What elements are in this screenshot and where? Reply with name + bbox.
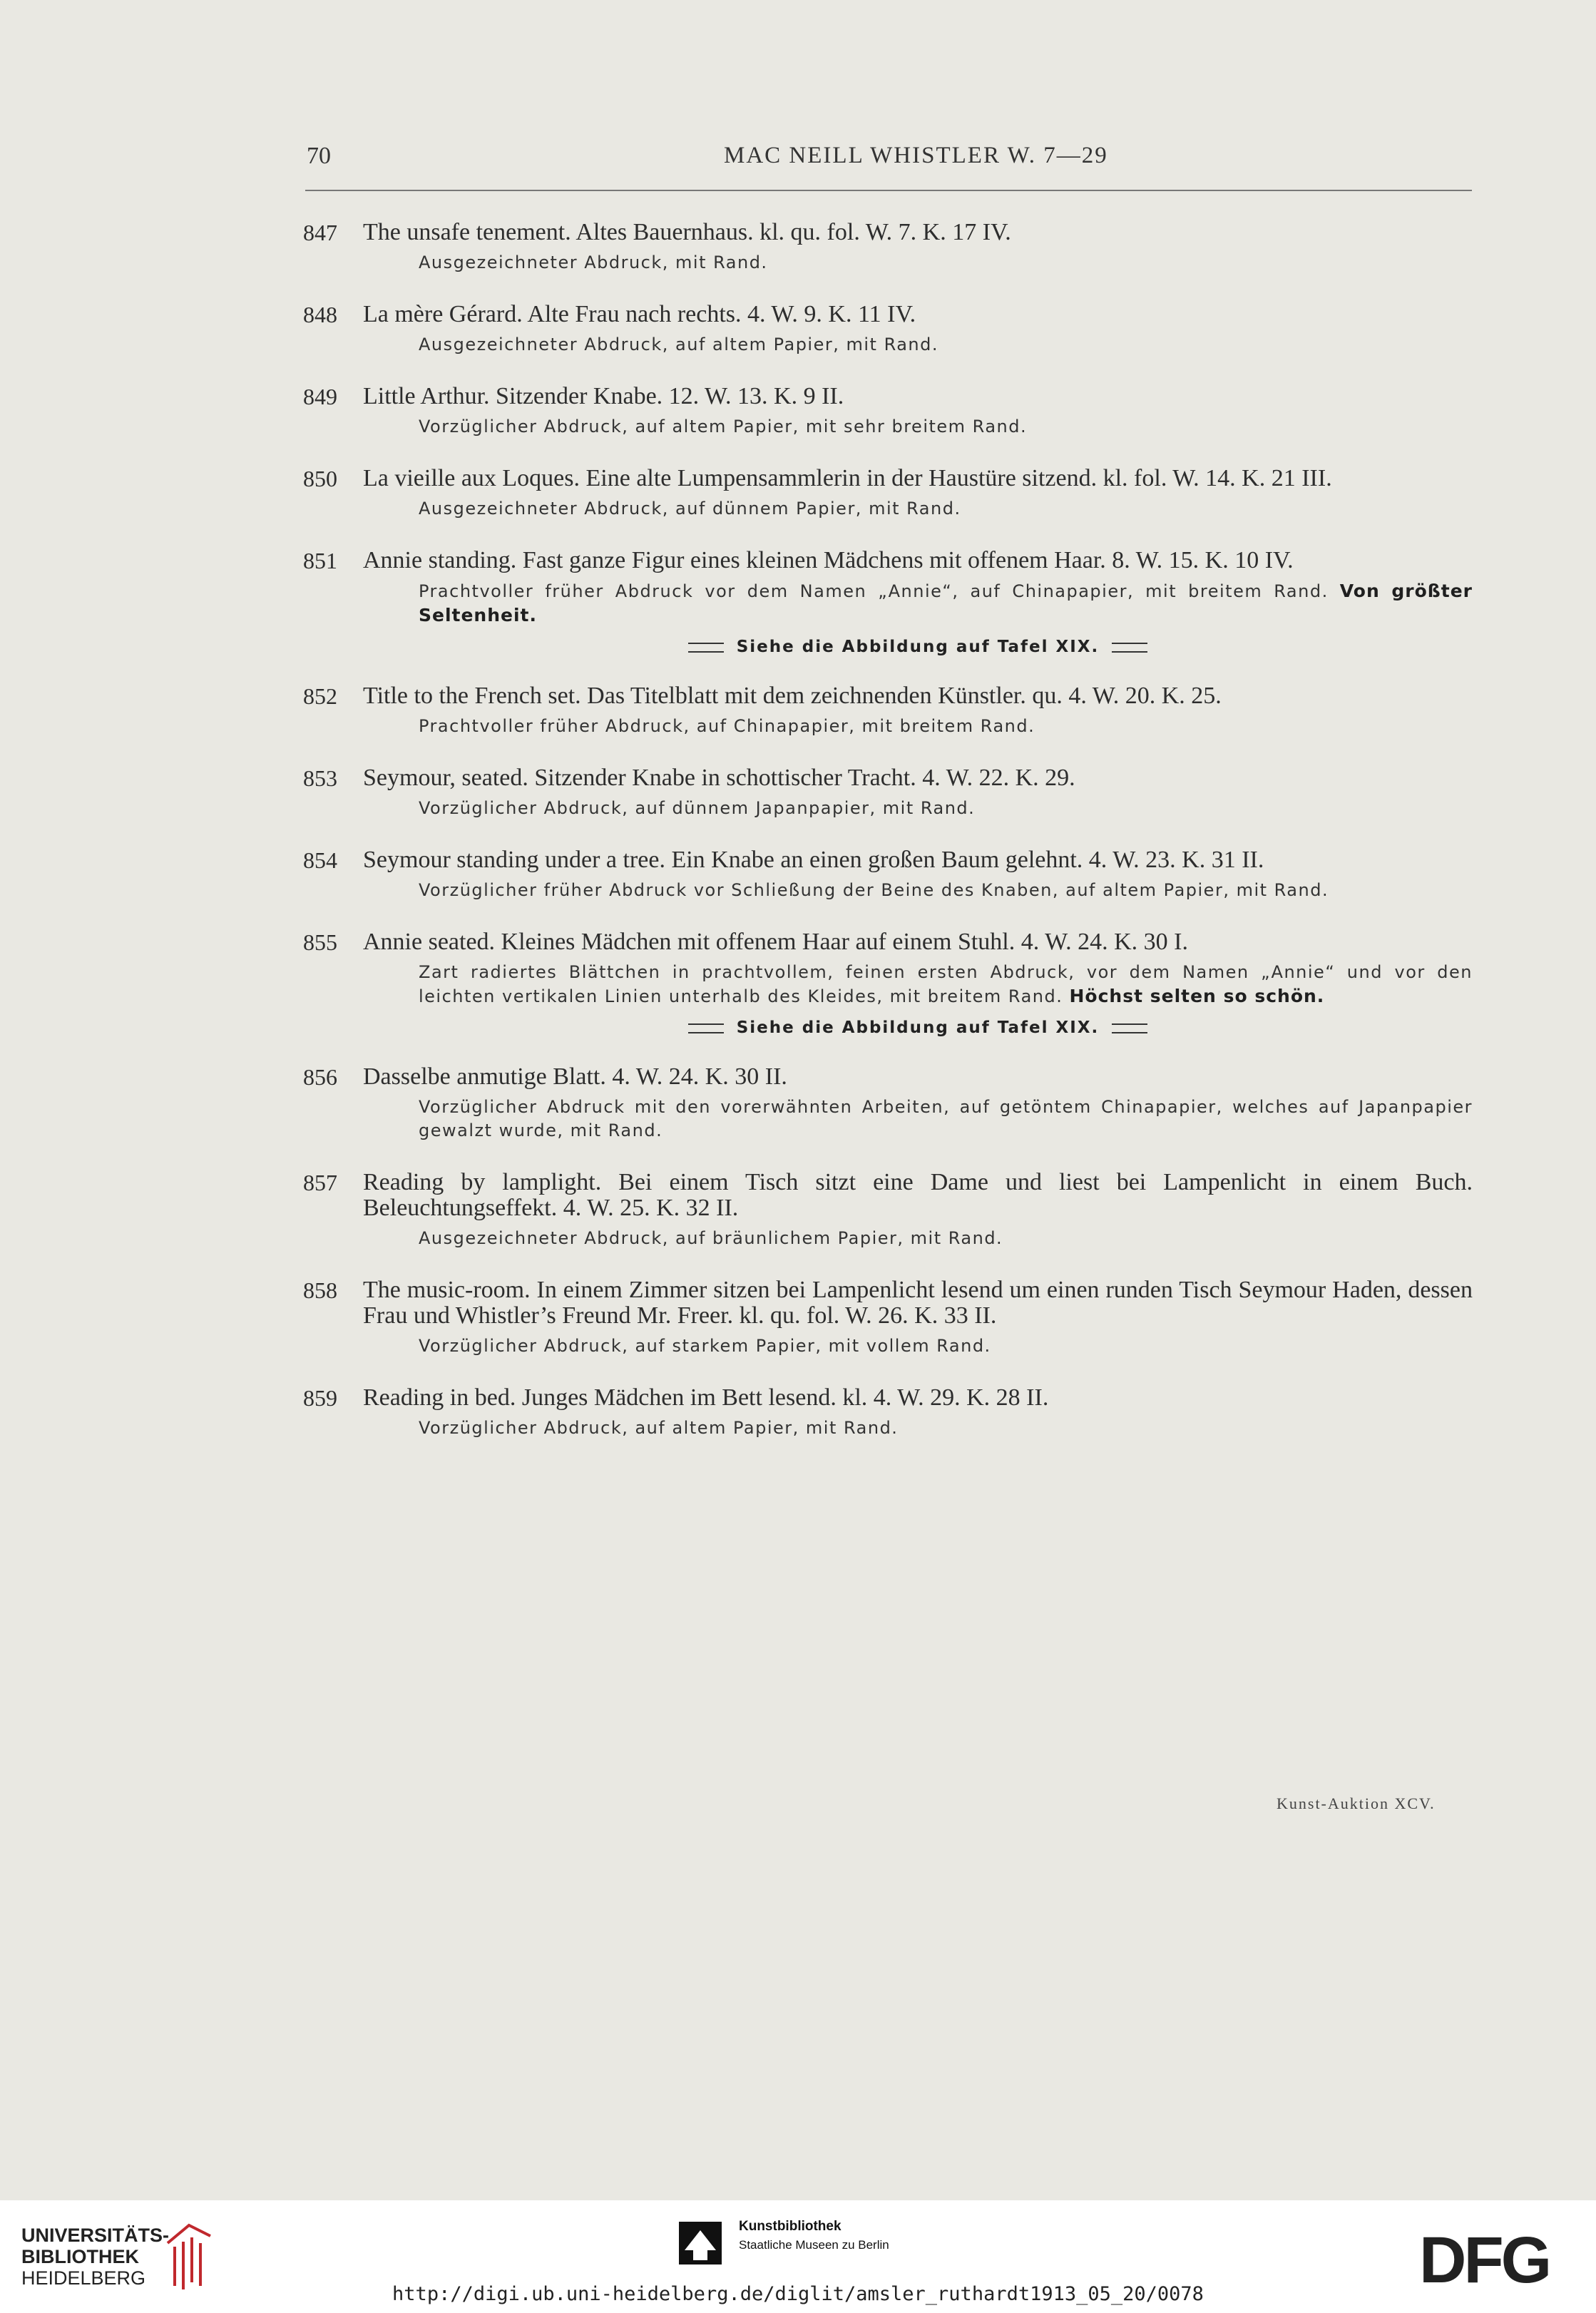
- kunstbibliothek-logo-icon[interactable]: [679, 2222, 722, 2265]
- ub-line-1: UNIVERSITÄTS-: [21, 2225, 170, 2246]
- catalog-entry: [303, 302, 1473, 357]
- lot-number: 857: [303, 1170, 337, 1195]
- entry-title-line: [303, 847, 1473, 873]
- entry-description: [303, 497, 1473, 521]
- entry-description-text: Vorzüglicher Abdruck, auf dünnem Japanpapier, mit Rand.: [419, 798, 976, 818]
- entry-title: Reading in bed. Junges Mädchen im Bett lesend. kl. 4. W. 29. K. 28 II.: [363, 1384, 1049, 1411]
- lot-number: 852: [303, 683, 337, 709]
- catalog-entry: [303, 1064, 1473, 1143]
- rarity-note: Höchst selten so schön.: [1069, 986, 1325, 1006]
- lot-number: 851: [303, 548, 337, 573]
- dfg-logo[interactable]: DFG: [1419, 2224, 1550, 2297]
- entry-description: [303, 1334, 1473, 1358]
- ub-line-2: BIBLIOTHEK: [21, 2246, 139, 2267]
- entry-title-line: [303, 683, 1473, 709]
- entry-description-text: Vorzüglicher Abdruck mit den vorerwähnten Arbeiten, auf getöntem Chinapapier, welches auf Japanpapier gewalzt wurde, mit Rand.: [419, 1097, 1473, 1140]
- entry-title-line: [303, 1064, 1473, 1090]
- entry-description: [303, 797, 1473, 820]
- plate-reference: [303, 638, 1473, 656]
- lot-number: 856: [303, 1064, 337, 1090]
- entry-description: [303, 415, 1473, 439]
- lot-number: 854: [303, 847, 337, 873]
- entry-title: The unsafe tenement. Altes Bauernhaus. kl. qu. fol. W. 7. K. 17 IV.: [363, 219, 1011, 245]
- entry-title-line: [303, 765, 1473, 791]
- catalog-entry: [303, 1170, 1473, 1250]
- entry-title: La vieille aux Loques. Eine alte Lumpensammlerin in der Haustüre sitzend. kl. fol. W. 14. K. 21 III.: [363, 465, 1332, 491]
- entry-description-text: Vorzüglicher Abdruck, auf starkem Papier, mit vollem Rand.: [419, 1336, 991, 1356]
- entry-title: Seymour, seated. Sitzender Knabe in schottischer Tracht. 4. W. 22. K. 29.: [363, 765, 1075, 791]
- ub-heidelberg-text: [21, 2225, 169, 2289]
- entry-title-line: [303, 1277, 1473, 1329]
- entry-title-line: [303, 384, 1473, 409]
- entry-description: [303, 251, 1473, 275]
- entry-description-text: Ausgezeichneter Abdruck, auf bräunlichem Papier, mit Rand.: [419, 1228, 1003, 1248]
- ub-line-3: HEIDELBERG: [21, 2267, 146, 2289]
- catalog-entry: [303, 466, 1473, 521]
- entry-description-text: Zart radiertes Blättchen in prachtvollem, feinen ersten Abdruck, vor dem Namen „Annie“ und vor den leichten vertikalen Linien unterhalb des Kleides, mit breitem Rand.: [419, 962, 1473, 1006]
- catalog-entry: [303, 847, 1473, 902]
- entry-title-line: [303, 929, 1473, 955]
- entry-description: [303, 1227, 1473, 1250]
- signature-footnote: Kunst-Auktion XCV.: [1277, 1794, 1436, 1812]
- plate-reference: [303, 1018, 1473, 1037]
- viewer-footer: [0, 2200, 1596, 2313]
- kb-line-1: Kunstbibliothek: [739, 2219, 842, 2234]
- entry-description: [303, 715, 1473, 738]
- catalog-entry: [303, 1277, 1473, 1358]
- kunstbibliothek-text: [739, 2217, 889, 2255]
- entry-title: La mère Gérard. Alte Frau nach rechts. 4. W. 9. K. 11 IV.: [363, 301, 916, 327]
- catalog-entry: [303, 1385, 1473, 1440]
- entry-description: [303, 1416, 1473, 1440]
- entry-description: [303, 579, 1473, 628]
- lot-number: 850: [303, 466, 337, 491]
- catalog-entry: [303, 683, 1473, 738]
- header-rule: [305, 190, 1472, 191]
- catalog-entry: [303, 548, 1473, 656]
- catalog-entry: [303, 929, 1473, 1037]
- entry-description: [303, 1096, 1473, 1143]
- lot-number: 848: [303, 302, 337, 327]
- plate-reference-text: Siehe die Abbildung auf Tafel XIX.: [736, 638, 1100, 656]
- ub-heidelberg-logo-icon[interactable]: [160, 2215, 218, 2293]
- lot-number: 855: [303, 929, 337, 955]
- page-header: [307, 143, 1470, 185]
- entry-description-text: Ausgezeichneter Abdruck, mit Rand.: [419, 252, 768, 272]
- entry-title-line: [303, 220, 1473, 245]
- entry-title: Reading by lamplight. Bei einem Tisch sitzt eine Dame und liest bei Lampenlicht in einem Buch. Beleuchtungseffekt. 4. W. 25. K. 32 II.: [363, 1169, 1473, 1221]
- entry-title-line: [303, 1170, 1473, 1221]
- entry-title: Annie seated. Kleines Mädchen mit offenem Haar auf einem Stuhl. 4. W. 24. K. 30 I.: [363, 929, 1188, 955]
- entry-title-line: [303, 466, 1473, 491]
- entry-description: [303, 333, 1473, 357]
- plate-bar-left: [688, 1023, 724, 1033]
- running-title: MAC NEILL WHISTLER W. 7—29: [724, 143, 1108, 168]
- entry-title: Annie standing. Fast ganze Figur eines kleinen Mädchens mit offenem Haar. 8. W. 15. K. 10 IV.: [363, 547, 1294, 573]
- page-number: 70: [307, 143, 331, 169]
- lot-number: 849: [303, 384, 337, 409]
- entry-description-text: Vorzüglicher früher Abdruck vor Schließung der Beine des Knaben, auf altem Papier, mit Rand.: [419, 880, 1329, 900]
- entry-description: [303, 879, 1473, 902]
- entry-description-text: Prachtvoller früher Abdruck, auf Chinapapier, mit breitem Rand.: [419, 716, 1035, 736]
- entry-description-text: Vorzüglicher Abdruck, auf altem Papier, mit Rand.: [419, 1418, 899, 1438]
- catalog-entry: [303, 765, 1473, 820]
- permalink-url[interactable]: http://digi.ub.uni-heidelberg.de/diglit/amsler_ruthardt1913_05_20/0078: [392, 2283, 1204, 2305]
- plate-bar-right: [1112, 1023, 1147, 1033]
- catalog-entries: [303, 220, 1473, 1467]
- plate-bar-left: [688, 643, 724, 653]
- kb-line-2: Staatliche Museen zu Berlin: [739, 2238, 889, 2252]
- lot-number: 858: [303, 1277, 337, 1303]
- lot-number: 859: [303, 1385, 337, 1411]
- lot-number: 847: [303, 220, 337, 245]
- entry-title: Title to the French set. Das Titelblatt mit dem zeichnenden Künstler. qu. 4. W. 20. K. 25.: [363, 683, 1222, 709]
- entry-title-line: [303, 1385, 1473, 1411]
- catalog-entry: [303, 384, 1473, 439]
- plate-reference-text: Siehe die Abbildung auf Tafel XIX.: [736, 1018, 1100, 1037]
- entry-title: The music-room. In einem Zimmer sitzen bei Lampenlicht lesend um einen runden Tisch Seymour Haden, dessen Frau und Whistler’s Freund Mr. Freer. kl. qu. fol. W. 26. K. 33 II.: [363, 1277, 1473, 1329]
- entry-description-text: Ausgezeichneter Abdruck, auf dünnem Papier, mit Rand.: [419, 499, 961, 519]
- entry-title-line: [303, 548, 1473, 573]
- lot-number: 853: [303, 765, 337, 791]
- entry-title: Seymour standing under a tree. Ein Knabe an einen großen Baum gelehnt. 4. W. 23. K. 31 II.: [363, 847, 1264, 873]
- entry-description-text: Ausgezeichneter Abdruck, auf altem Papier, mit Rand.: [419, 335, 938, 354]
- entry-title: Dasselbe anmutige Blatt. 4. W. 24. K. 30 II.: [363, 1063, 787, 1090]
- entry-description-text: Vorzüglicher Abdruck, auf altem Papier, mit sehr breitem Rand.: [419, 417, 1028, 436]
- entry-title-line: [303, 302, 1473, 327]
- entry-description-text: Prachtvoller früher Abdruck vor dem Namen „Annie“, auf Chinapapier, mit breitem Rand.: [419, 581, 1329, 601]
- rarity-note: Von größter Seltenheit.: [419, 581, 1473, 626]
- catalog-entry: [303, 220, 1473, 275]
- entry-title: Little Arthur. Sitzender Knabe. 12. W. 13. K. 9 II.: [363, 383, 844, 409]
- entry-description: [303, 961, 1473, 1009]
- plate-bar-right: [1112, 643, 1147, 653]
